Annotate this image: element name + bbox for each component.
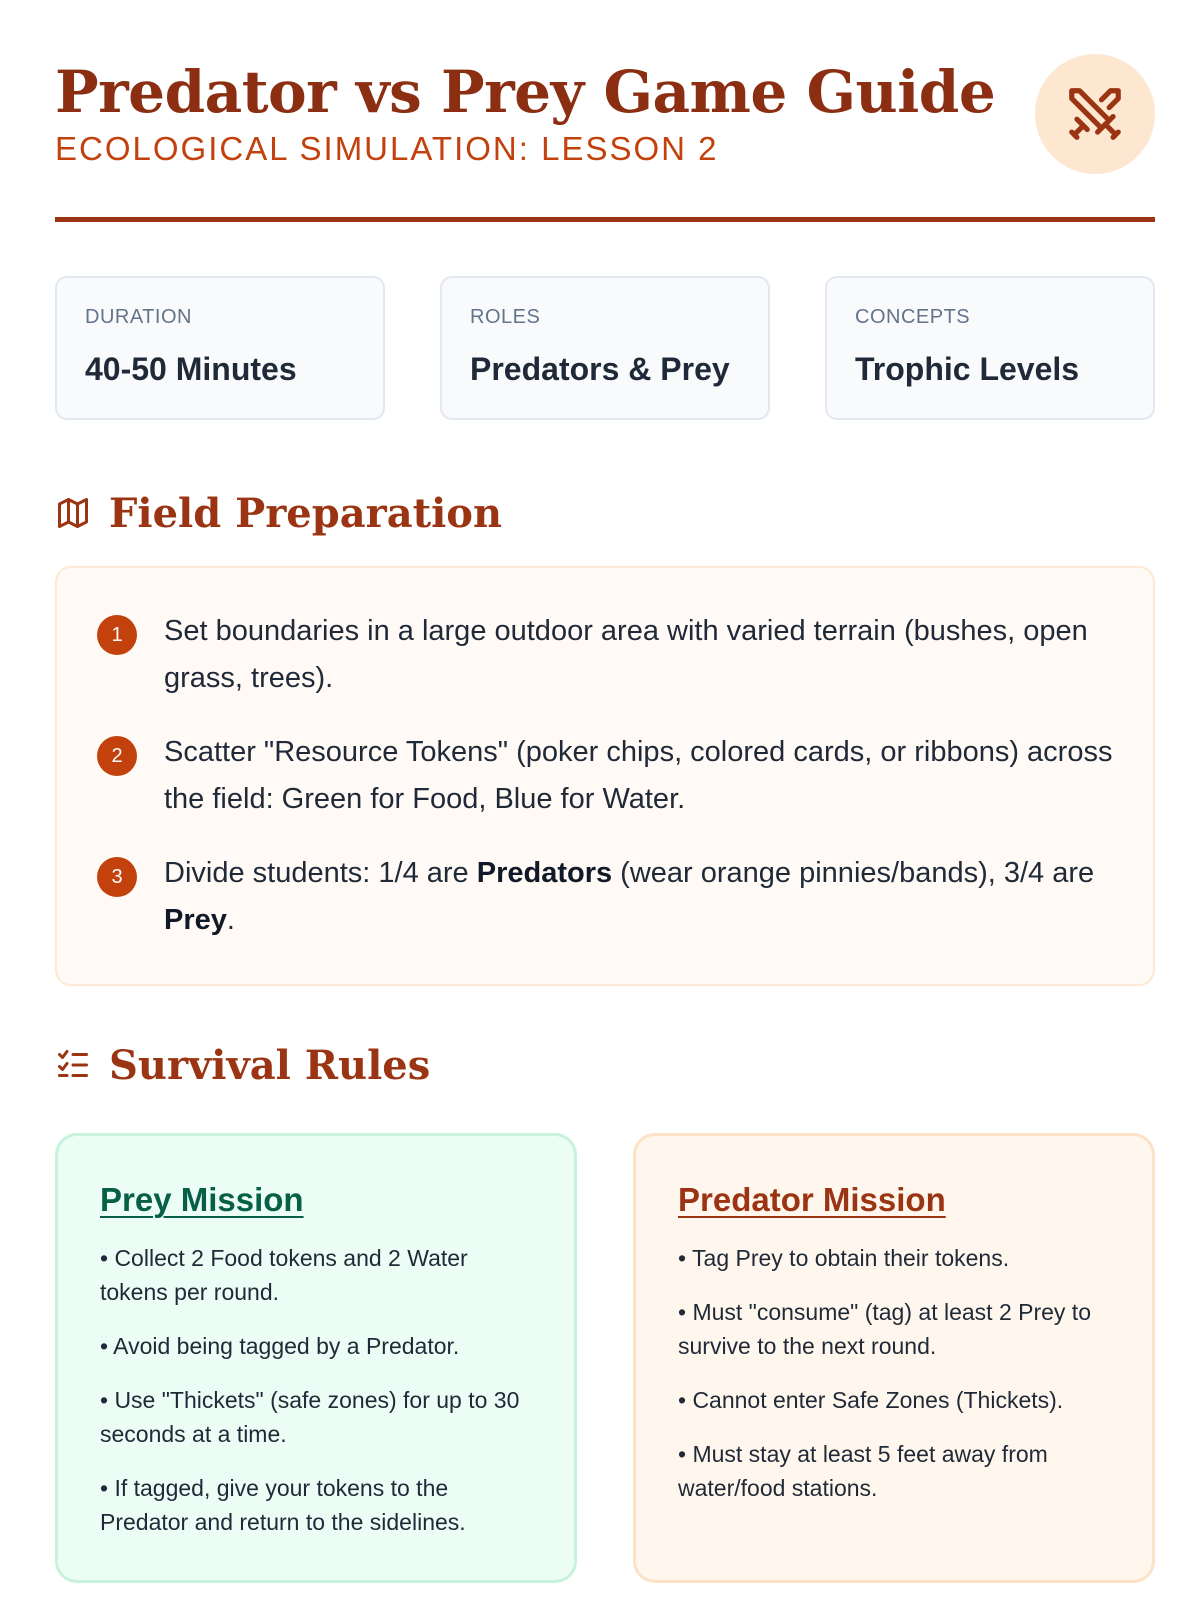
step-text	[164, 850, 1114, 944]
list-item: • Tag Prey to obtain their tokens.	[678, 1245, 1010, 1271]
section-title: Field Preparation	[109, 489, 503, 537]
list-item: • Avoid being tagged by a Predator.	[100, 1333, 460, 1359]
step-text-part: Divide students: 1/4 are	[164, 857, 477, 889]
list-item: • Cannot enter Safe Zones (Thickets).	[678, 1387, 1064, 1413]
stat-card-concepts	[825, 276, 1155, 420]
step-text-part: .	[226, 904, 235, 936]
stat-value: Predators & Prey	[470, 351, 730, 387]
page-title: Predator vs Prey Game Guide	[55, 58, 996, 126]
stat-cards	[55, 276, 1155, 420]
stat-card-duration	[55, 276, 385, 420]
list-item: • If tagged, give your tokens to the Predator and return to the sidelines.	[100, 1475, 466, 1535]
guide-page	[55, 0, 1155, 1535]
survival-rules-heading	[55, 1040, 430, 1090]
prey-mission-card	[55, 1133, 577, 1583]
step-text-part: (wear orange pinnies/bands), 3/4 are	[612, 857, 1095, 889]
stat-label: DURATION	[85, 306, 192, 328]
predator-rules-list	[678, 1241, 1112, 1505]
page-subtitle: ECOLOGICAL SIMULATION: LESSON 2	[55, 130, 719, 167]
step-text: Set boundaries in a large outdoor area with varied terrain (bushes, open grass, trees).	[164, 615, 1088, 694]
stat-label: ROLES	[470, 306, 541, 328]
header-badge	[1035, 54, 1155, 174]
prey-rules-list	[100, 1241, 534, 1539]
step-number: 1	[97, 615, 137, 655]
list-item: • Use "Thickets" (safe zones) for up to 30 seconds at a time.	[100, 1387, 520, 1447]
field-prep-card	[55, 566, 1155, 986]
list-item: • Collect 2 Food tokens and 2 Water tokens per round.	[100, 1245, 468, 1305]
stat-label: CONCEPTS	[855, 306, 971, 328]
step-text: Scatter "Resource Tokens" (poker chips, colored cards, or ribbons) across the field: Green for Food, Blue for Water.	[164, 736, 1113, 815]
checklist-icon	[55, 1047, 91, 1083]
stat-card-roles	[440, 276, 770, 420]
section-title: Survival Rules	[109, 1041, 431, 1089]
field-prep-heading	[55, 488, 502, 538]
stat-value: 40-50 Minutes	[85, 351, 297, 387]
crossed-swords-icon	[1064, 83, 1126, 145]
page-header	[55, 0, 1155, 222]
list-item: • Must stay at least 5 feet away from water/food stations.	[678, 1441, 1048, 1501]
prey-emphasis: Prey	[164, 904, 227, 936]
list-item: • Must "consume" (tag) at least 2 Prey to survive to the next round.	[678, 1299, 1091, 1359]
prey-mission-title: Prey Mission	[100, 1181, 304, 1218]
predators-emphasis: Predators	[476, 857, 613, 889]
predator-mission-card	[633, 1133, 1155, 1583]
map-icon	[55, 495, 91, 531]
stat-value: Trophic Levels	[855, 351, 1080, 387]
step-number: 3	[97, 857, 137, 897]
predator-mission-title: Predator Mission	[678, 1181, 946, 1218]
step-number: 2	[97, 736, 137, 776]
